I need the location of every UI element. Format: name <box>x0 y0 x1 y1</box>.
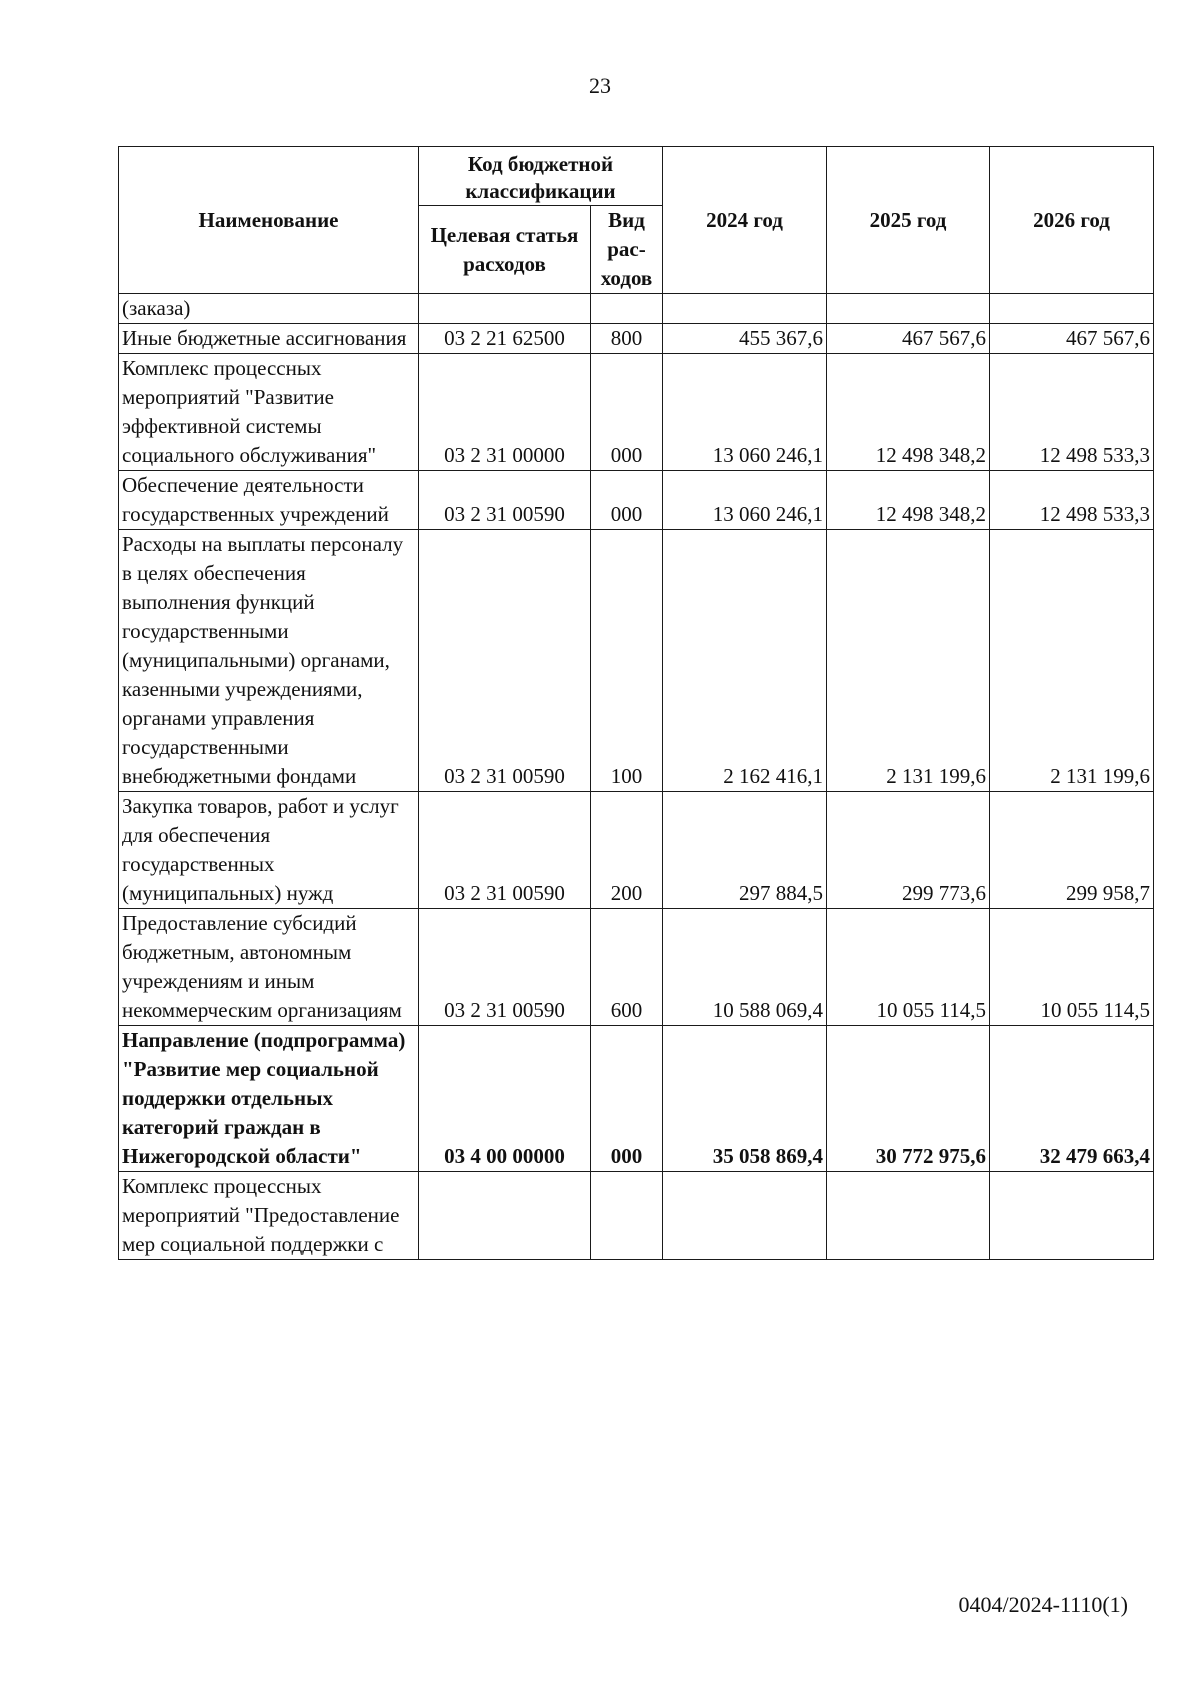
header-code-group: Код бюджетной классификации <box>419 147 663 206</box>
header-year-2024: 2024 год <box>663 147 827 294</box>
row-value-2025 <box>827 294 990 324</box>
row-value-2026: 467 567,6 <box>990 324 1154 354</box>
row-target-article <box>419 294 591 324</box>
table-header <box>119 147 1154 294</box>
row-value-2026: 10 055 114,5 <box>990 909 1154 1026</box>
row-target-article <box>419 1172 591 1260</box>
row-value-2025: 299 773,6 <box>827 792 990 909</box>
row-value-2024: 10 588 069,4 <box>663 909 827 1026</box>
header-year-2025: 2025 год <box>827 147 990 294</box>
row-name: Расходы на выплаты персоналу в целях обеспечения выполнения функций государственными (муниципальными) органами, казенными учреждениями, органами управления государственными внебюджетными фондами <box>119 530 419 792</box>
row-value-2024 <box>663 294 827 324</box>
header-target-article: Целевая статья расходов <box>419 206 591 294</box>
header-name: Наименование <box>119 147 419 294</box>
document-code: 0404/2024-1110(1) <box>958 1592 1128 1617</box>
row-value-2025: 12 498 348,2 <box>827 354 990 471</box>
row-expense-kind <box>591 294 663 324</box>
row-value-2026 <box>990 294 1154 324</box>
row-value-2024: 455 367,6 <box>663 324 827 354</box>
row-expense-kind: 000 <box>591 354 663 471</box>
row-value-2024: 35 058 869,4 <box>663 1026 827 1172</box>
row-value-2024: 2 162 416,1 <box>663 530 827 792</box>
row-value-2025: 2 131 199,6 <box>827 530 990 792</box>
table-row <box>119 324 1154 354</box>
table-row <box>119 530 1154 792</box>
row-name: (заказа) <box>119 294 419 324</box>
row-target-article: 03 2 31 00000 <box>419 354 591 471</box>
row-value-2026: 12 498 533,3 <box>990 354 1154 471</box>
row-target-article: 03 2 31 00590 <box>419 792 591 909</box>
row-value-2026: 2 131 199,6 <box>990 530 1154 792</box>
row-expense-kind: 000 <box>591 1026 663 1172</box>
row-value-2025: 12 498 348,2 <box>827 471 990 530</box>
row-expense-kind: 200 <box>591 792 663 909</box>
row-expense-kind: 100 <box>591 530 663 792</box>
row-value-2026: 299 958,7 <box>990 792 1154 909</box>
row-value-2025 <box>827 1172 990 1260</box>
row-value-2026: 32 479 663,4 <box>990 1026 1154 1172</box>
table-row <box>119 294 1154 324</box>
row-target-article: 03 2 31 00590 <box>419 909 591 1026</box>
row-name: Предоставление субсидий бюджетным, автономным учреждениям и иным некоммерческим организациям <box>119 909 419 1026</box>
table-row <box>119 1172 1154 1260</box>
budget-table <box>118 146 1154 1260</box>
row-name: Закупка товаров, работ и услуг для обеспечения государственных (муниципальных) нужд <box>119 792 419 909</box>
table-row <box>119 354 1154 471</box>
row-value-2025: 467 567,6 <box>827 324 990 354</box>
row-expense-kind: 000 <box>591 471 663 530</box>
row-name: Комплекс процессных мероприятий "Предоставление мер социальной поддержки с <box>119 1172 419 1260</box>
row-value-2024: 297 884,5 <box>663 792 827 909</box>
table-body <box>119 294 1154 1260</box>
row-expense-kind: 800 <box>591 324 663 354</box>
table-row <box>119 792 1154 909</box>
row-value-2026: 12 498 533,3 <box>990 471 1154 530</box>
row-expense-kind <box>591 1172 663 1260</box>
row-name: Иные бюджетные ассигнования <box>119 324 419 354</box>
table-row-subprogram <box>119 1026 1154 1172</box>
table-row <box>119 471 1154 530</box>
row-value-2024 <box>663 1172 827 1260</box>
page-number: 23 <box>589 73 611 98</box>
row-value-2026 <box>990 1172 1154 1260</box>
row-name: Обеспечение деятельности государственных учреждений <box>119 471 419 530</box>
row-target-article: 03 2 31 00590 <box>419 530 591 792</box>
row-name: Направление (подпрограмма) "Развитие мер социальной поддержки отдельных категорий граждан в Нижегородской области" <box>119 1026 419 1172</box>
row-target-article: 03 4 00 00000 <box>419 1026 591 1172</box>
row-value-2024: 13 060 246,1 <box>663 354 827 471</box>
row-value-2025: 30 772 975,6 <box>827 1026 990 1172</box>
row-name: Комплекс процессных мероприятий "Развитие эффективной системы социального обслуживания" <box>119 354 419 471</box>
row-value-2025: 10 055 114,5 <box>827 909 990 1026</box>
row-value-2024: 13 060 246,1 <box>663 471 827 530</box>
table-row <box>119 909 1154 1026</box>
row-target-article: 03 2 31 00590 <box>419 471 591 530</box>
header-year-2026: 2026 год <box>990 147 1154 294</box>
header-expense-kind: Вид рас-ходов <box>591 206 663 294</box>
row-target-article: 03 2 21 62500 <box>419 324 591 354</box>
row-expense-kind: 600 <box>591 909 663 1026</box>
